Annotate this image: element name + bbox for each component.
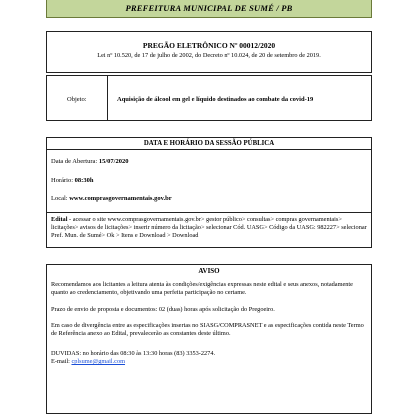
edital-section	[46, 212, 372, 248]
edital-text: - acessar o site www.comprasgovernamentais.gov.br> gestor público> consultas> compras governamentais> licitações> avisos de licitações> inserir número da licitação> selecionar Cód. UASG> Código da UASG: 982227> selecionar Pref. Mun. de Sumé> Ok > Itens e Download > Download	[51, 216, 367, 240]
objeto-text: Aquisição de álcool em gel e líquido destinados ao combate da covid-19	[117, 96, 314, 103]
local-label: Local:	[51, 195, 68, 202]
time-label: Horário:	[51, 177, 74, 184]
time-value: 08:30h	[74, 177, 94, 184]
header-title: PREFEITURA MUNICIPAL DE SUMÉ / PB	[125, 3, 293, 13]
local-row	[51, 195, 172, 202]
email-line	[51, 358, 367, 366]
aviso-title: AVISO	[198, 267, 220, 275]
sessao-title: DATA E HORÁRIO DA SESSÃO PÚBLICA	[47, 138, 371, 150]
aviso-paragraph-3: Em caso de divergência entre as especificações insertas no SIASG/COMPRASNET e as especificações contida neste Termo de Referência anexo ao Edital, prevalecerão as constantes deste último.	[51, 321, 364, 338]
aviso-paragraph-1: Recomendamos aos licitantes a leitura atenta às condições/exigências expressas neste edital e seus anexos, notadamente quanto ao credenciamento, objetivando uma perfeita participação no certame.	[51, 281, 353, 297]
email-link[interactable]: cplsume@gmail.com	[71, 358, 126, 366]
duvidas-line: DUVIDAS: no horário das 08:30 às 13:30 horas (83) 3353-2274.	[51, 350, 216, 358]
header-banner	[46, 0, 372, 18]
pregao-title: PREGÃO ELETRÔNICO Nº 00012/2020	[142, 41, 276, 50]
sessao-section	[46, 137, 372, 213]
objeto-divider	[107, 76, 108, 120]
date-row	[51, 158, 128, 165]
date-value: 15/07/2020	[98, 158, 129, 165]
pregao-law: Lei nº 10.520, de 17 de julho de 2002, do Decreto nº 10.024, de 20 de setembro de 2019.	[97, 52, 321, 59]
time-row	[51, 177, 93, 184]
aviso-paragraph-2: Prazo de envio de proposta e documentos: 02 (duas) horas após solicitação do Pregoeiro.	[51, 305, 275, 313]
edital-label: Edital	[51, 216, 68, 223]
date-label: Data de Abertura:	[51, 158, 98, 165]
objeto-label: Objeto:	[67, 96, 87, 103]
aviso-section	[46, 264, 372, 414]
objeto-section	[46, 75, 372, 121]
email-label: E-mail:	[51, 358, 70, 366]
local-value[interactable]: www.comprasgovernamentais.gov.br	[69, 195, 172, 202]
pregao-section	[46, 31, 372, 73]
